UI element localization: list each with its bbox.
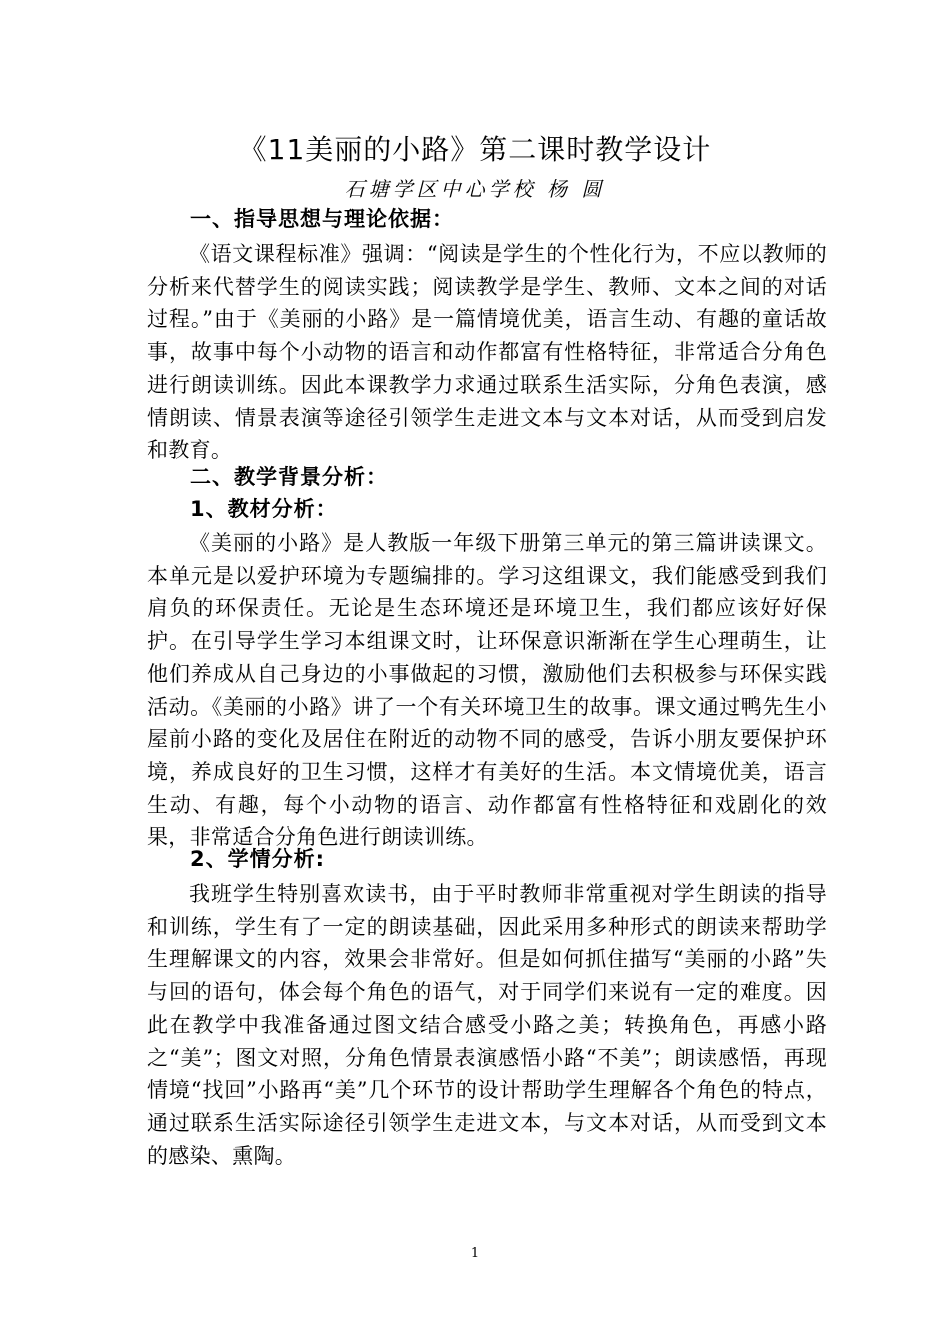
subheading-textbook-analysis: 1、教材分析：	[190, 497, 338, 521]
author-line: 石塘学区中心学校 杨 圆	[344, 177, 606, 201]
paragraph-student-analysis: 我班学生特别喜欢读书，由于平时教师非常重视对学生朗读的指导和训练，学生有了一定的朗读基础，因此采用多种形式的朗读来帮助学生理解课文的内容，效果会非常好。但是如何抓住描写“美丽的小路”失与回的语句，体会每个角色的语气，对于同学们来说有一定的难度。因此在教学中我准备通过图文结合感受小路之美；转换角色，再感小路之“美”；图文对照，分角色情景表演感悟小路“不美”；朗读感悟，再现情境“找回”小路再“美”几个环节的设计帮助学生理解各个角色的特点，通过联系生活实际途径引领学生走进文本，与文本对话，从而受到文本的感染、熏陶。	[147, 882, 827, 1168]
subheading-student-analysis: 2、学情分析:	[190, 847, 326, 871]
page-number: 1	[470, 1246, 480, 1261]
section-heading-background: 二、教学背景分析：	[190, 465, 388, 489]
document-title: 《11美丽的小路》第二课时教学设计	[238, 133, 712, 166]
paragraph-textbook-analysis: 《美丽的小路》是人教版一年级下册第三单元的第三篇讲读课文。本单元是以爱护环境为专题编排的。学习这组课文，我们能感受到我们肩负的环保责任。无论是生态环境还是环境卫生，我们都应该好好保护。在引导学生学习本组课文时，让环保意识渐渐在学生心理萌生，让他们养成从自己身边的小事做起的习惯，激励他们去积极参与环保实践活动。《美丽的小路》讲了一个有关环境卫生的故事。课文通过鸭先生小屋前小路的变化及居住在附近的动物不同的感受，告诉小朋友要保护环境，养成良好的卫生习惯，这样才有美好的生活。本文情境优美，语言生动、有趣，每个小动物的语言、动作都富有性格特征和戏剧化的效果，非常适合分角色进行朗读训练。	[147, 531, 827, 850]
paragraph-guiding-ideas: 《语文课程标准》强调：“阅读是学生的个性化行为，不应以教师的分析来代替学生的阅读实践；阅读教学是学生、教师、文本之间的对话过程。”由于《美丽的小路》是一篇情境优美，语言生动、有趣的童话故事，故事中每个小动物的语言和动作都富有性格特征，非常适合分角色进行朗读训练。因此本课教学力求通过联系生活实际，分角色表演，感情朗读、情景表演等途径引领学生走进文本与文本对话，从而受到启发和教育。	[147, 242, 827, 463]
section-heading-guiding-ideas: 一、指导思想与理论依据：	[190, 207, 454, 231]
